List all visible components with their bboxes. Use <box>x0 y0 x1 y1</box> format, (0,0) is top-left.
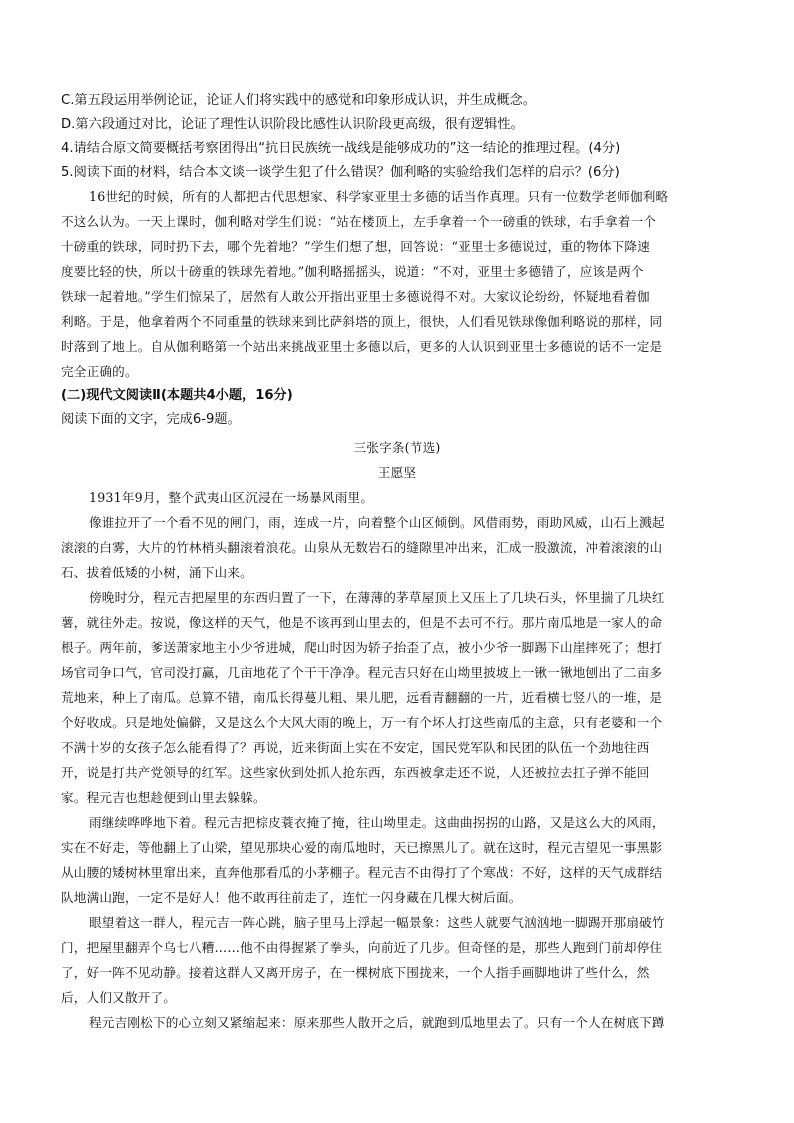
article-line: 家。程元吉也想趁便到山里去躲躲。 <box>61 790 266 805</box>
article-line: 傍晚时分，程元吉把屋里的东西归置了一下，在薄薄的茅草屋顶上又压上了几块石头，怀里揣了几块红 <box>89 590 665 605</box>
question-4: 4.请结合原文简要概括考察团得出“抗日民族统一战线是能够成功的”这一结论的推理过程。(4分) <box>61 141 621 156</box>
article-title: 三张字条(节选) <box>353 440 441 455</box>
article-author: 王愿坚 <box>377 465 417 480</box>
article-line: 荒地来，种上了南瓜。总算不错，南瓜长得蔓儿粗、果儿肥，远看青翻翻的一片，近看横七竖八的一堆，是 <box>61 690 663 705</box>
article-line: 个好收成。只是地处偏僻，又是这么个大风大雨的晚上，万一有个坏人打这些南瓜的主意，只有老婆和一个 <box>61 715 663 730</box>
article-line: 从山腰的矮树林里窜出来，直奔他那看瓜的小茅棚子。程元吉不由得打了个寒战：不好，这样的天气成群结 <box>61 865 663 880</box>
article-line: 1931年9月，整个武夷山区沉浸在一场暴风雨里。 <box>89 490 374 505</box>
article-line: 薯，就往外走。按说，像这样的天气，他是不该再到山里去的，但是不去可不行。那片南瓜地是一家人的命 <box>61 615 663 630</box>
material-line: 十磅重的铁球，同时扔下去，哪个先着地？”学生们想了想，回答说：“亚里士多德说过，重的物体下降速 <box>61 239 650 254</box>
material-line: 16世纪的时候，所有的人都把古代思想家、科学家亚里士多德的话当作真理。只有一位数学老师伽利略 <box>89 189 669 204</box>
article-line: 开，说是打共产党领导的红军。这些家伙到处抓人抢东西，东西被拿走还不说，人还被拉去扛子弹不能回 <box>61 765 650 780</box>
question-5: 5.阅读下面的材料，结合本文谈一谈学生犯了什么错误？伽利略的实验给我们怎样的启示？(6分) <box>61 165 620 180</box>
section-heading: (二)现代文阅读Ⅱ(本题共4小题，16分) <box>61 388 293 403</box>
article-line: 门，把屋里翻弄个乌七八糟……他不由得握紧了拳头，向前近了几步。但奇怪的是，那些人跑到门前却停住 <box>61 940 663 955</box>
article-line: 石、拔着低矮的小树，涌下山来。 <box>61 565 253 580</box>
material-line: 完全正确的。 <box>61 364 138 379</box>
material-line: 利略。于是，他拿着两个不同重量的铁球来到比萨斜塔的顶上，很快，人们看见铁球像伽利略说的那样，同 <box>61 314 663 329</box>
article-line: 后，人们又散开了。 <box>61 990 177 1005</box>
article-line: 实在不好走，等他翻上了山梁，望见那块心爱的南瓜地时，天已擦黑儿了。就在这时，程元吉望见一事黑影 <box>61 840 663 855</box>
material-line: 时落到了地上。自从伽利略第一个站出来挑战亚里士多德以后，更多的人认识到亚里士多德说的话不一定是 <box>61 339 663 354</box>
article-line: 雨继续哗哗地下着。程元吉把棕皮蓑衣掩了掩，往山坳里走。这曲曲拐拐的山路，又是这么大的风雨， <box>89 815 665 830</box>
section-instruction: 阅读下面的文字，完成6-9题。 <box>61 412 241 427</box>
article-line: 像谁拉开了一个看不见的闸门，雨，连成一片，向着整个山区倾倒。风借雨势，雨助风威，山石上溅起 <box>89 515 665 530</box>
article-line: 程元吉刚松下的心立刻又紧缩起来：原来那些人散开之后，就跑到瓜地里去了。只有一个人在树底下蹲 <box>89 1015 665 1030</box>
article-line: 根子。两年前，爹送萧家地主小少爷进城，爬山时因为轿子抬歪了点，被小少爷一脚踢下山崖摔死了；想打 <box>61 640 663 655</box>
material-line: 铁球一起着地。”学生们惊呆了，居然有人敢公开指出亚里士多德说得不对。大家议论纷纷，怀疑地看着伽 <box>61 289 650 304</box>
material-line: 度要比轻的快，所以十磅重的铁球先着地。”伽利略摇摇头，说道：“不对，亚里士多德错了，应该是两个 <box>61 264 644 279</box>
article-line: 队地满山跑，一定不是好人！他不敢再往前走了，连忙一闪身藏在几棵大树后面。 <box>61 890 522 905</box>
option-c: C.第五段运用举例论证，论证人们将实践中的感觉和印象形成认识，并生成概念。 <box>61 93 536 108</box>
article-line: 不满十岁的女孩子怎么能看得了？再说，近来街面上实在不安定，国民党军队和民团的队伍一个劲地往西 <box>61 740 650 755</box>
article-line: 滚滚的白雾，大片的竹林梢头翻滚着浪花。山泉从无数岩石的缝隙里冲出来，汇成一股激流，冲着滚滚的山 <box>61 540 663 555</box>
article-line: 场官司争口气，官司没打赢，几亩地花了个干干净净。程元吉只好在山坳里披坡上一锹一锹地刨出了二亩多 <box>61 665 663 680</box>
material-line: 不这么认为。一天上课时，伽利略对学生们说：“站在楼顶上，左手拿着一个一磅重的铁球，右手拿着一个 <box>61 214 657 229</box>
article-line: 眼望着这一群人，程元吉一阵心跳，脑子里马上浮起一幅景象：这些人就要气汹汹地一脚踢开那扇破竹 <box>89 915 665 930</box>
article-line: 了，好一阵不见动静。接着这群人又离开房子，在一棵树底下围拢来，一个人指手画脚地讲了些什么，然 <box>61 965 650 980</box>
option-d: D.第六段通过对比，论证了理性认识阶段比感性认识阶段更高级，很有逻辑性。 <box>61 117 524 132</box>
